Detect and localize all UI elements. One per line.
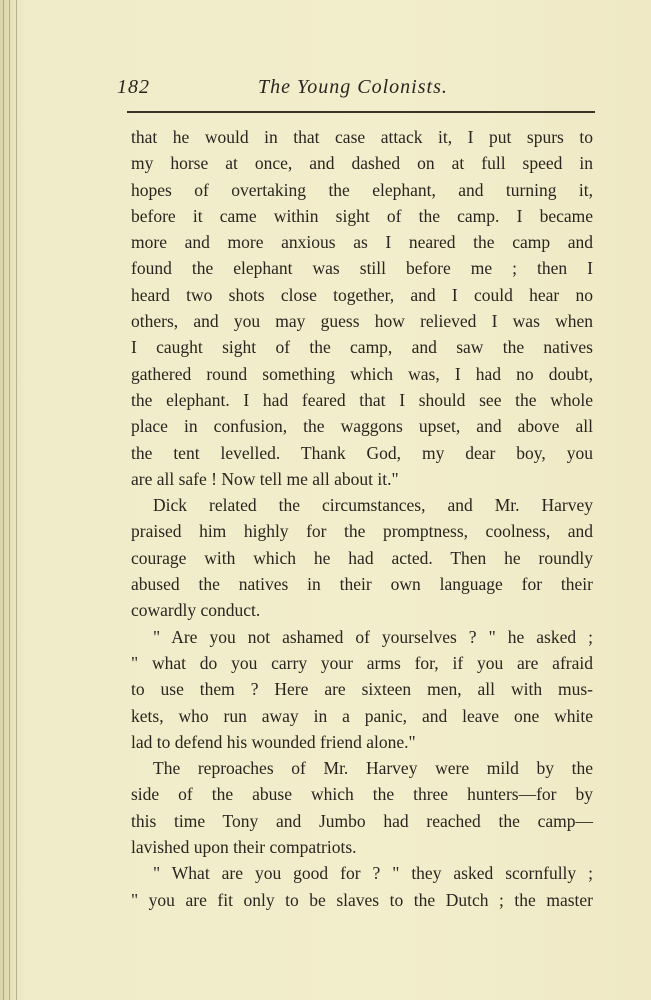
page-header: [117, 76, 592, 102]
text-line: the tent levelled. Thank God, my dear boy, you: [131, 442, 593, 463]
text-line: abused the natives in their own language for their: [131, 574, 593, 595]
text-line: hopes of overtaking the elephant, and turning it,: [131, 179, 593, 200]
text-line: " Are you not ashamed of yourselves ? " he asked ;: [153, 626, 593, 647]
binding-edge-line: [9, 0, 10, 1000]
text-line: Dick related the circumstances, and Mr. Harvey: [153, 495, 593, 516]
text-line: side of the abuse which the three hunters—for by: [131, 784, 593, 805]
text-line: the elephant. I had feared that I should see the whole: [131, 389, 593, 410]
text-line: are all safe ! Now tell me all about it.": [131, 468, 399, 489]
text-line: " what do you carry your arms for, if you are afraid: [131, 652, 593, 673]
text-line: before it came within sight of the camp. I became: [131, 205, 593, 226]
text-line: The reproaches of Mr. Harvey were mild by the: [153, 758, 593, 779]
text-line: courage with which he had acted. Then he roundly: [131, 547, 593, 568]
text-line: cowardly conduct.: [131, 600, 261, 621]
binding-edge-line: [16, 0, 17, 1000]
text-line: I caught sight of the camp, and saw the natives: [131, 337, 593, 358]
text-line: heard two shots close together, and I could hear no: [131, 284, 593, 305]
text-line: lavished upon their compatriots.: [131, 837, 357, 858]
text-line: " you are fit only to be slaves to the Dutch ; the master: [131, 889, 593, 910]
binding-edge-line: [3, 0, 4, 1000]
text-line: my horse at once, and dashed on at full speed in: [131, 153, 593, 174]
page-number: 182: [117, 76, 150, 98]
text-line: others, and you may guess how relieved I was when: [131, 311, 593, 332]
text-line: kets, who run away in a panic, and leave one white: [131, 705, 593, 726]
text-line: " What are you good for ? " they asked scornfully ;: [153, 863, 593, 884]
text-line: found the elephant was still before me ; then I: [131, 258, 593, 279]
header-rule: [127, 111, 595, 113]
text-line: praised him highly for the promptness, coolness, and: [131, 521, 593, 542]
text-line: this time Tony and Jumbo had reached the camp—: [131, 810, 593, 831]
text-line: to use them ? Here are sixteen men, all with mus-: [131, 679, 593, 700]
text-line: place in confusion, the waggons upset, and above all: [131, 416, 593, 437]
text-line: gathered round something which was, I had no doubt,: [131, 363, 593, 384]
running-title: The Young Colonists.: [258, 76, 448, 98]
body-text: [131, 124, 593, 913]
text-line: that he would in that case attack it, I put spurs to: [131, 127, 593, 147]
text-line: lad to defend his wounded friend alone.": [131, 731, 416, 752]
text-line: more and more anxious as I neared the camp and: [131, 232, 593, 253]
